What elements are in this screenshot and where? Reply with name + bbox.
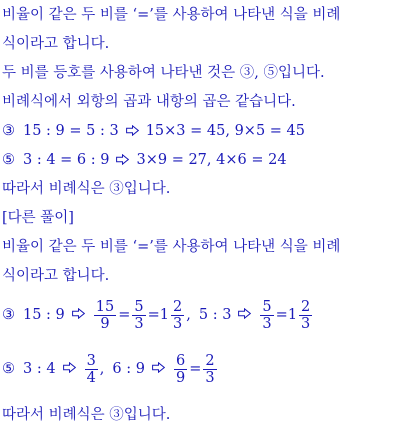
- ratio-expression: 15 : 9: [23, 307, 65, 323]
- option-marker: ③: [2, 123, 15, 139]
- check-option-3: [2, 122, 305, 141]
- fraction: $\frac{2}{3}$: [205, 352, 215, 386]
- fraction: $\frac{5}{3}$: [262, 298, 272, 332]
- explanation-line-5: 비율이 같은 두 비를 ‘=’를 사용하여 나타낸 식을 비례: [2, 239, 341, 255]
- explanation-line-3: 두 비를 등호를 사용하여 나타낸 것은 ③, ⑤입니다.: [2, 65, 325, 81]
- ratio-expression: 15 : 9 = 5 : 3: [23, 123, 119, 139]
- mixed-number: 1 $\frac{2}{3}$: [159, 298, 183, 332]
- equals-sign: =: [189, 361, 202, 377]
- hollow-arrow-icon: [72, 307, 85, 323]
- hollow-arrow-icon: [116, 152, 129, 170]
- alternative-solution-header: [다른 풀이]: [2, 210, 74, 226]
- hollow-arrow-icon: [126, 123, 139, 141]
- hollow-arrow-icon: [63, 361, 76, 377]
- check-option-5: [2, 151, 287, 170]
- fraction: $\frac{5}{3}$: [134, 298, 144, 332]
- ratio-expression: 3 : 4 = 6 : 9: [23, 152, 110, 168]
- option-marker: ③: [2, 307, 15, 323]
- product-check: 3×9 = 27, 4×6 = 24: [136, 152, 287, 168]
- option-marker: ⑤: [2, 152, 15, 168]
- fraction: $\frac{3}{4}$: [86, 352, 96, 386]
- ratio-expression: 6 : 9: [112, 361, 145, 377]
- fraction: $\frac{6}{9}$: [175, 352, 186, 386]
- equals-sign: =: [275, 307, 288, 323]
- equals-sign: =: [147, 307, 160, 323]
- ratio-expression: 3 : 4: [23, 361, 56, 377]
- ratio-expression: 5 : 3: [198, 307, 232, 323]
- comma: ,: [186, 307, 191, 323]
- hollow-arrow-icon: [238, 307, 251, 323]
- alt-option-5: [2, 347, 219, 391]
- alt-option-3: [2, 293, 314, 337]
- explanation-line-4: 비례식에서 외항의 곱과 내항의 곱은 같습니다.: [2, 94, 296, 110]
- conclusion-line: 따라서 비례식은 ③입니다.: [2, 407, 171, 423]
- explanation-line-2: 식이라고 합니다.: [2, 36, 110, 52]
- hollow-arrow-icon: [152, 361, 165, 377]
- explanation-line-1: 비율이 같은 두 비를 ‘=’를 사용하여 나타낸 식을 비례: [2, 7, 341, 23]
- comma: ,: [99, 361, 105, 377]
- product-check: 15×3 = 45, 9×5 = 45: [145, 123, 305, 139]
- fraction: $\frac{15}{9}$: [95, 298, 115, 332]
- explanation-line-6: 식이라고 합니다.: [2, 268, 110, 284]
- option-marker: ⑤: [2, 361, 15, 377]
- mixed-number: 1 $\frac{2}{3}$: [287, 298, 311, 332]
- equals-sign: =: [118, 307, 131, 323]
- conclusion-line: 따라서 비례식은 ③입니다.: [2, 181, 171, 197]
